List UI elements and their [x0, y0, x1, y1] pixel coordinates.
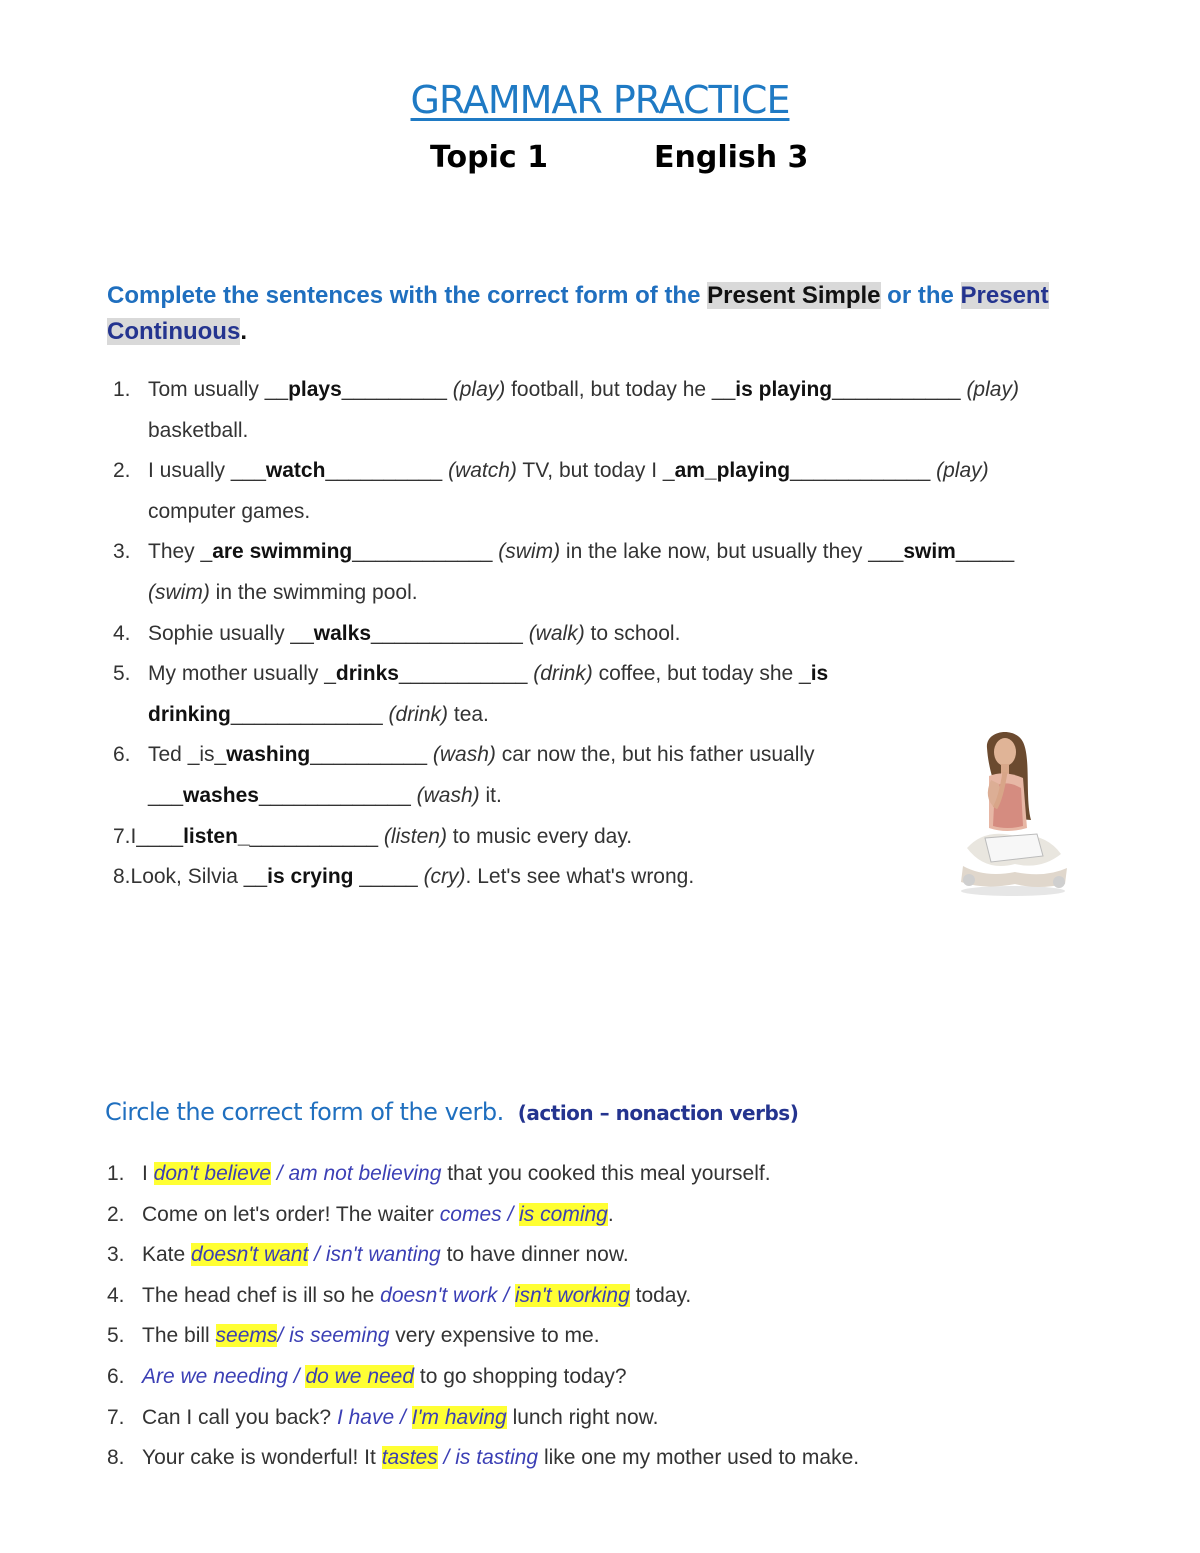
sentence-text: in the lake now, but usually they ___: [560, 540, 904, 564]
item-number: 7.I: [113, 824, 137, 848]
sentence-text: to go shopping today?: [414, 1365, 627, 1388]
item-text: [148, 662, 828, 686]
item-text: [142, 1203, 614, 1227]
present-continuous-highlight: Present Continuous: [107, 282, 1049, 345]
sentence-text: football, but today he __: [505, 378, 736, 401]
item-text: [148, 419, 248, 443]
option-separator: /: [437, 1446, 456, 1470]
sentence-text: ____: [136, 824, 184, 848]
sentence-text: basketball.: [148, 418, 249, 442]
sentence-text: __________: [325, 459, 449, 483]
sentence-text: to have dinner now.: [440, 1243, 629, 1267]
sentence-text: tea.: [448, 702, 489, 726]
option-separator: /: [394, 1405, 412, 1429]
item-text: [142, 1365, 627, 1389]
item-text: [142, 1406, 659, 1430]
verb-hint: (walk): [528, 621, 585, 645]
option-a: I have: [336, 1405, 395, 1429]
sentence-text: to music every day.: [446, 824, 633, 848]
sentence-text: _____________: [371, 621, 529, 645]
item-text: [148, 378, 1019, 402]
course-label: English 3: [654, 140, 809, 175]
sentence-text: TV, but today I _: [516, 459, 675, 483]
sentence-text: like one my mother used to make.: [538, 1446, 860, 1470]
answer: is crying: [267, 865, 354, 889]
verb-hint: (drink): [388, 702, 449, 726]
section2-heading: Circle the correct form of the verb.: [105, 1098, 504, 1126]
option-b: I'm having: [411, 1405, 507, 1429]
sentence-text: ___________: [398, 662, 534, 686]
answer: is playing: [735, 378, 833, 401]
sentence-text: very expensive to me.: [389, 1324, 600, 1348]
option-a: tastes: [381, 1446, 438, 1470]
option-a: don't believe: [153, 1162, 271, 1185]
item-text: [148, 622, 680, 646]
sentence-text: car now the, but his father usually: [495, 743, 815, 767]
item-text: [148, 743, 815, 767]
item-text: [148, 500, 310, 524]
sentence-text: Kate: [142, 1243, 192, 1267]
option-b: is tasting: [455, 1446, 539, 1470]
sentence-text: .: [607, 1202, 614, 1226]
item-number: 2.: [107, 1202, 125, 1226]
sentence-text: . Let's see what's wrong.: [465, 865, 695, 889]
item-number: 8.: [107, 1446, 125, 1470]
instruction-text: Complete the sentences with the correct form of the: [107, 282, 708, 309]
sentence-text: lunch right now.: [506, 1405, 659, 1429]
sentence-text: Come on let's order! The waiter: [142, 1202, 440, 1226]
verb-hint: (cry): [423, 865, 466, 889]
option-b: do we need: [305, 1365, 415, 1388]
item-text: [142, 1446, 859, 1470]
sentence-text: Ted _is_: [148, 743, 227, 767]
sentence-text: it.: [479, 784, 502, 807]
item-number: 5.: [107, 1324, 125, 1348]
item-text: [113, 825, 632, 849]
answer: washes: [183, 784, 259, 807]
item-text: [142, 1324, 600, 1348]
sentence-text: _____________: [230, 702, 389, 726]
item-number: 3.: [113, 540, 131, 564]
sentence-text: My mother usually _: [148, 662, 336, 686]
instruction-period: .: [240, 318, 247, 345]
item-text: [148, 784, 502, 808]
answer: walks: [313, 621, 372, 645]
page-title: GRAMMAR PRACTICE: [410, 78, 790, 122]
item-text: [148, 703, 489, 727]
verb-hint: (wash): [432, 743, 496, 767]
sentence-text: Silvia __: [181, 865, 268, 889]
verb-hint: (watch): [448, 459, 517, 483]
sentence-text: _____: [353, 865, 424, 889]
item-text: [142, 1243, 629, 1267]
sentence-text: Sophie usually __: [148, 621, 314, 645]
answer: watch: [265, 459, 326, 483]
option-b: is coming: [519, 1202, 608, 1226]
verb-hint: (swim): [498, 540, 561, 564]
sentence-text: in the swimming pool.: [209, 581, 418, 604]
topic-label: Topic 1: [430, 140, 548, 175]
option-separator: /: [270, 1162, 289, 1185]
answer: drinks: [335, 662, 399, 686]
item-number: 3.: [107, 1243, 125, 1267]
item-text: [142, 1162, 771, 1186]
option-separator: /: [287, 1365, 306, 1388]
sentence-text: coffee, but today she _: [592, 662, 811, 686]
sentence-text: They _: [148, 540, 213, 564]
item-text: [148, 581, 418, 605]
answer: washing: [226, 743, 311, 767]
item-number: 4.: [107, 1283, 125, 1307]
answer: plays: [288, 378, 342, 401]
sentence-text: today.: [629, 1283, 692, 1307]
option-separator: /: [277, 1324, 290, 1348]
answer: is: [810, 662, 829, 686]
sentence-text: ___________: [249, 824, 384, 848]
sentence-text: __________: [310, 743, 433, 767]
option-separator: /: [308, 1243, 326, 1267]
option-b: isn't working: [514, 1283, 630, 1307]
instruction-text: or the: [880, 282, 961, 309]
option-b: isn't wanting: [325, 1243, 441, 1267]
verb-hint: (swim): [148, 581, 210, 604]
sentence-text: ____________: [352, 540, 499, 564]
sentence-text: Tom usually __: [148, 378, 289, 401]
answer: listen_: [183, 824, 250, 848]
option-separator: /: [501, 1202, 520, 1226]
option-a: seems: [215, 1324, 278, 1348]
option-b: is seeming: [289, 1324, 390, 1348]
item-number: 8.Look,: [113, 865, 182, 889]
item-number: 5.: [113, 662, 131, 686]
answer: am_playing: [674, 459, 791, 483]
sentence-text: to school.: [584, 621, 681, 645]
sentence-text: Your cake is wonderful! It: [142, 1446, 382, 1470]
item-number: 1.: [107, 1162, 125, 1185]
sentence-text: _____: [955, 540, 1015, 564]
item-number: 1.: [113, 378, 131, 401]
verb-hint: (play): [966, 378, 1019, 401]
sentence-text: The bill: [142, 1324, 216, 1348]
sentence-text: ___: [148, 784, 184, 807]
item-text: [148, 459, 989, 483]
sentence-text: _____________: [258, 784, 417, 807]
item-number: 6.: [113, 743, 131, 767]
option-a: doesn't work: [380, 1283, 498, 1307]
verb-hint: (play): [452, 378, 506, 401]
verb-hint: (drink): [533, 662, 593, 686]
sentence-text: ____________: [790, 459, 937, 483]
option-b: am not believing: [288, 1162, 442, 1185]
sentence-text: I usually ___: [148, 459, 266, 483]
item-number: 7.: [107, 1405, 125, 1429]
answer: swim: [903, 540, 956, 564]
section2-instruction: [105, 1098, 798, 1126]
section2-subtitle: (action – nonaction verbs): [517, 1101, 799, 1125]
present-simple-highlight: Present Simple: [707, 282, 881, 309]
option-separator: /: [497, 1283, 515, 1307]
sentence-text: ___________: [832, 378, 967, 401]
verb-hint: (play): [936, 459, 989, 483]
sentence-text: The head chef is ill so he: [142, 1283, 381, 1307]
sentence-text: _________: [341, 378, 453, 401]
verb-hint: (listen): [383, 824, 447, 848]
section1-instruction: [107, 278, 1097, 350]
verb-hint: (wash): [416, 784, 480, 807]
sentence-text: Can I call you back?: [142, 1405, 337, 1429]
sentence-text: computer games.: [148, 499, 311, 523]
answer: are swimming: [212, 540, 353, 564]
item-text: [113, 865, 694, 889]
item-text: [148, 540, 1014, 564]
option-a: doesn't want: [191, 1243, 309, 1267]
option-a: comes: [439, 1202, 502, 1226]
item-number: 6.: [107, 1365, 125, 1388]
student-girl-illustration: [945, 728, 1075, 898]
option-a: Are we needing: [142, 1365, 288, 1388]
sentence-text: that you cooked this meal yourself.: [441, 1162, 771, 1185]
item-number: 2.: [113, 459, 131, 483]
sentence-text: I: [142, 1162, 154, 1185]
item-text: [142, 1284, 691, 1308]
item-number: 4.: [113, 621, 131, 645]
answer: drinking: [148, 702, 231, 726]
